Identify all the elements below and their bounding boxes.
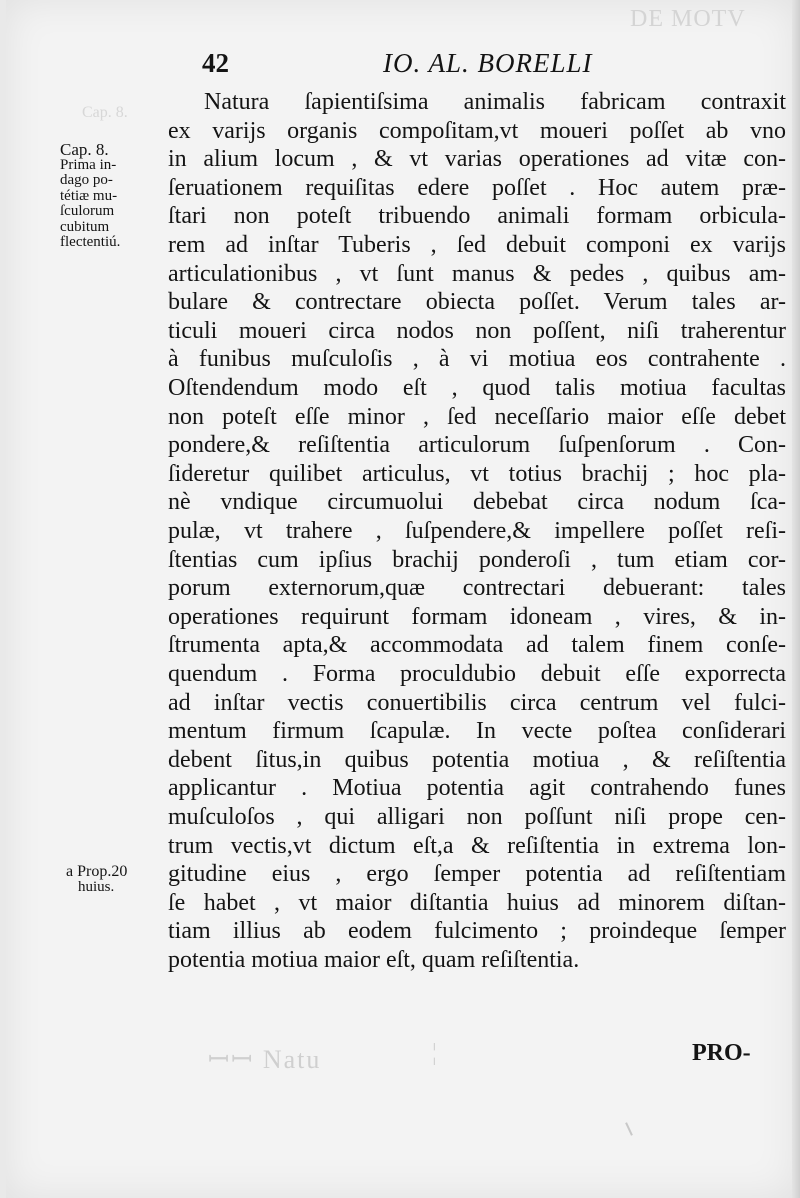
text-line: potentia motiua maior eſt, quam reſiſtentia.	[168, 947, 580, 973]
margin-note-line: a Prop.20	[66, 863, 128, 880]
margin-note-line: Prima in-	[60, 156, 117, 173]
margin-note-line: cubitum	[60, 218, 110, 235]
bleed-through-margin: Cap. 8.	[82, 104, 128, 121]
margin-note-line: Cap. 8.	[60, 140, 109, 159]
margin-note-reference	[66, 864, 171, 895]
text-line: tiam illius ab eodem fulcimento ; proindeque ſemper	[168, 918, 786, 945]
text-line: bulare & contrectare obiecta poſſet. Verum tales ar-	[168, 289, 786, 316]
page-header	[0, 44, 800, 84]
margin-note-chapter	[60, 142, 165, 251]
text-line: pondere,& reſiſtentia articulorum ſuſpenſorum . Con-	[168, 432, 786, 459]
text-line: nè vndique circumuolui debebat circa nodum ſca-	[168, 489, 786, 516]
text-line: Natura ſapientiſsima animalis fabricam contraxit	[204, 89, 786, 115]
bleed-through-mark: ¦	[432, 1040, 437, 1066]
text-line: applicantur . Motiua potentia agit contrahendo funes	[168, 775, 786, 802]
text-line: ticuli moueri circa nodos non poſſent, niſi traherentur	[168, 317, 786, 344]
text-line: quendum . Forma proculdubio debuit eſſe exporrecta	[168, 661, 786, 687]
text-line: Oſtendendum modo eſt , quod talis motiua facultas	[168, 375, 786, 401]
bleed-through-text: ꟷꟷ Natu	[208, 1045, 322, 1074]
page-number: 42	[202, 48, 229, 78]
text-line: ſe habet , vt maior diſtantia huius ad minorem diſtan-	[168, 889, 786, 916]
text-line: ſideretur quilibet articulus, vt totius brachij ; hoc pla-	[168, 460, 786, 487]
margin-note-line: tétiæ mu-	[60, 187, 118, 204]
text-line: trum vectis,vt dictum eſt,a & reſiſtentia in extrema lon-	[168, 832, 786, 859]
margin-note-line: ſculorum	[60, 203, 115, 219]
margin-note-line: dago po-	[60, 172, 113, 188]
bleed-through-heading: DE MOTV	[630, 6, 746, 32]
text-line: articulationibus , vt ſunt manus & pedes , quibus am-	[168, 260, 786, 287]
text-line: operationes requirunt formam idoneam , vires, & in-	[168, 603, 786, 630]
text-line: ſtari non poteſt tribuendo animali formam orbicula-	[168, 203, 786, 230]
text-line: debent ſitus,in quibus potentia motiua , & reſiſtentia	[168, 746, 786, 773]
text-line: muſculoſos , qui alligari non poſſunt niſi prope cen-	[168, 804, 786, 830]
text-line: in alium locum , & vt varias operationes ad vitæ con-	[168, 146, 786, 173]
text-line: gitudine eius , ergo ſemper potentia ad reſiſtentiam	[168, 861, 786, 888]
text-line: ſtentias cum ipſius brachij ponderoſi , tum etiam cor-	[168, 546, 786, 573]
text-line: à funibus muſculoſis , à vi motiua eos contrahente .	[168, 346, 786, 373]
text-line: ſtrumenta apta,& accommodata ad talem finem conſe-	[168, 632, 786, 659]
text-line: mentum firmum ſcapulæ. In vecte poſtea conſiderari	[168, 718, 786, 745]
text-line: ſeruationem requiſitas edere poſſet . Hoc autem præ-	[168, 174, 786, 201]
text-line: pulæ, vt trahere , ſuſpendere,& impellere poſſet reſi-	[168, 518, 786, 544]
text-line: rem ad inſtar Tuberis , ſed debuit componi ex varijs	[168, 232, 786, 258]
text-line: non poteſt eſſe minor , ſed neceſſario maior eſſe debet	[168, 403, 786, 430]
text-line: ad inſtar vectis conuertibilis circa centrum vel fulci-	[168, 689, 786, 716]
text-line: ex varijs organis compoſitam,vt moueri poſſet ab vno	[168, 117, 786, 144]
running-head: IO. AL. BORELLI	[383, 48, 593, 78]
margin-note-line: flectentiú.	[60, 234, 121, 250]
margin-note-line: huius.	[78, 878, 115, 895]
page-edge	[792, 0, 800, 1198]
text-line: porum externorum,quæ contrectari debuerant: tales	[168, 575, 786, 602]
catchword: PRO-	[692, 1040, 751, 1066]
